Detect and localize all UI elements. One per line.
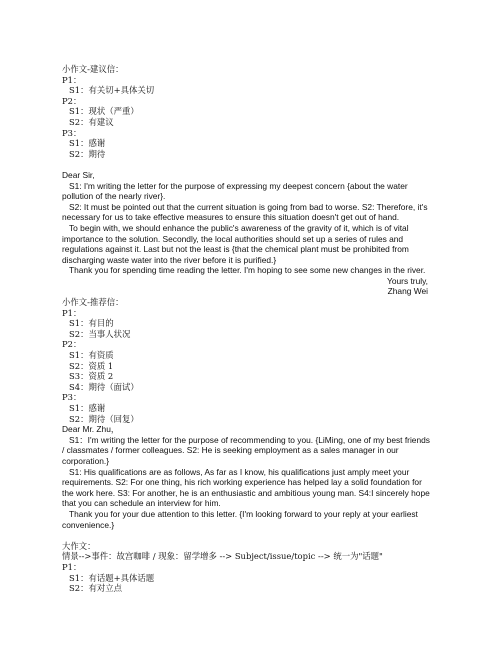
outline-item: S1：感谢 <box>69 138 106 149</box>
outline-item: S2：当事人状况 <box>69 328 131 339</box>
closing: Yours truly, <box>387 275 428 286</box>
outline-item: S3：资质 2 <box>69 371 114 382</box>
signature-name: Zhang Wei <box>387 286 428 297</box>
outline-item: P1： <box>62 561 82 572</box>
recommendation-letter-section <box>62 297 434 530</box>
outline-item: S1：有资质 <box>69 350 114 361</box>
outline-item: P1： <box>62 307 82 318</box>
outline-item: P3： <box>62 127 82 138</box>
outline-item: S1：现状（严重） <box>69 106 139 117</box>
section-title: 小作文-推荐信： <box>62 297 124 308</box>
paragraph: S1: His qualifications are as follows, As far as I know, his qualifications just amply meet your requirements. S2: For one thing, his rich working experience has helped lay a solid foundation for the work here. S3: For another, he is an enthusiastic and ambitious young man. S4:I sincerely hope that you can schedule an interview for him. <box>62 466 430 509</box>
outline-item: P3： <box>62 392 82 403</box>
outline-item: S1：感谢 <box>69 403 106 413</box>
paragraph: Thank you for spending time reading the letter. I'm hoping to see some new changes in the river. <box>69 265 426 276</box>
outline <box>62 308 434 425</box>
outline-item: S2：期待 <box>69 148 106 159</box>
suggestion-letter-section <box>62 64 434 297</box>
outline-item: S2：有建议 <box>69 116 114 127</box>
salutation: Dear Mr. Zhu， <box>62 424 120 435</box>
outline-item: S2：资质 1 <box>69 360 114 371</box>
section-title: 大作文： <box>62 540 96 551</box>
section-subtitle: 情景-->事件：故宫咖啡 / 现象：留学增多 --> Subject/issue/topic --> 统一为"话题" <box>62 551 383 562</box>
outline-item: S2：有对立点 <box>69 583 122 594</box>
paragraph: S1: I'm writing the letter for the purpose of expressing my deepest concern {about the water pollution of the nearly river}. <box>62 180 408 202</box>
outline-item: P2： <box>62 339 82 350</box>
paragraph: To begin with, we should enhance the public's awareness of the gravity of it, which is of vital importance to the solution. Secondly, the local authorities should set up a series of rules and regulations against it. Last but not the least is {that the chemical plant must be prohibited from discharging waste water into the river before it is purified.} <box>62 222 409 265</box>
section-title: 小作文-建议信： <box>62 64 124 74</box>
salutation: Dear Sir, <box>62 169 95 180</box>
outline-item: S1：有话题+具体话题 <box>69 572 155 583</box>
paragraph: S1：I'm writing the letter for the purpose of recommending to you. {LiMing, one of my best friends / classmates / former colleagues. S2: He is seeking employment as a sales manager in our corporation.} <box>62 434 430 466</box>
outline-item: S2：期待（回复） <box>69 413 139 424</box>
essay-section <box>62 541 434 594</box>
outline-item: S4：期待（面试） <box>69 381 139 392</box>
outline-item: P2： <box>62 95 82 106</box>
outline-item: S1：有目的 <box>69 318 114 329</box>
paragraph: Thank you for your due attention to this letter. {I'm looking forward to your reply at your earliest convenience.} <box>62 508 418 530</box>
outline <box>62 562 434 594</box>
outline-item: P1： <box>62 74 82 85</box>
outline <box>62 75 434 160</box>
outline-item: S1：有关切+具体关切 <box>69 85 155 96</box>
paragraph: S2: It must be pointed out that the current situation is going from bad to worse. S2: Therefore, it's necessary for us to take effective measures to ensure this situation doesn't get out of hand. <box>62 201 428 223</box>
